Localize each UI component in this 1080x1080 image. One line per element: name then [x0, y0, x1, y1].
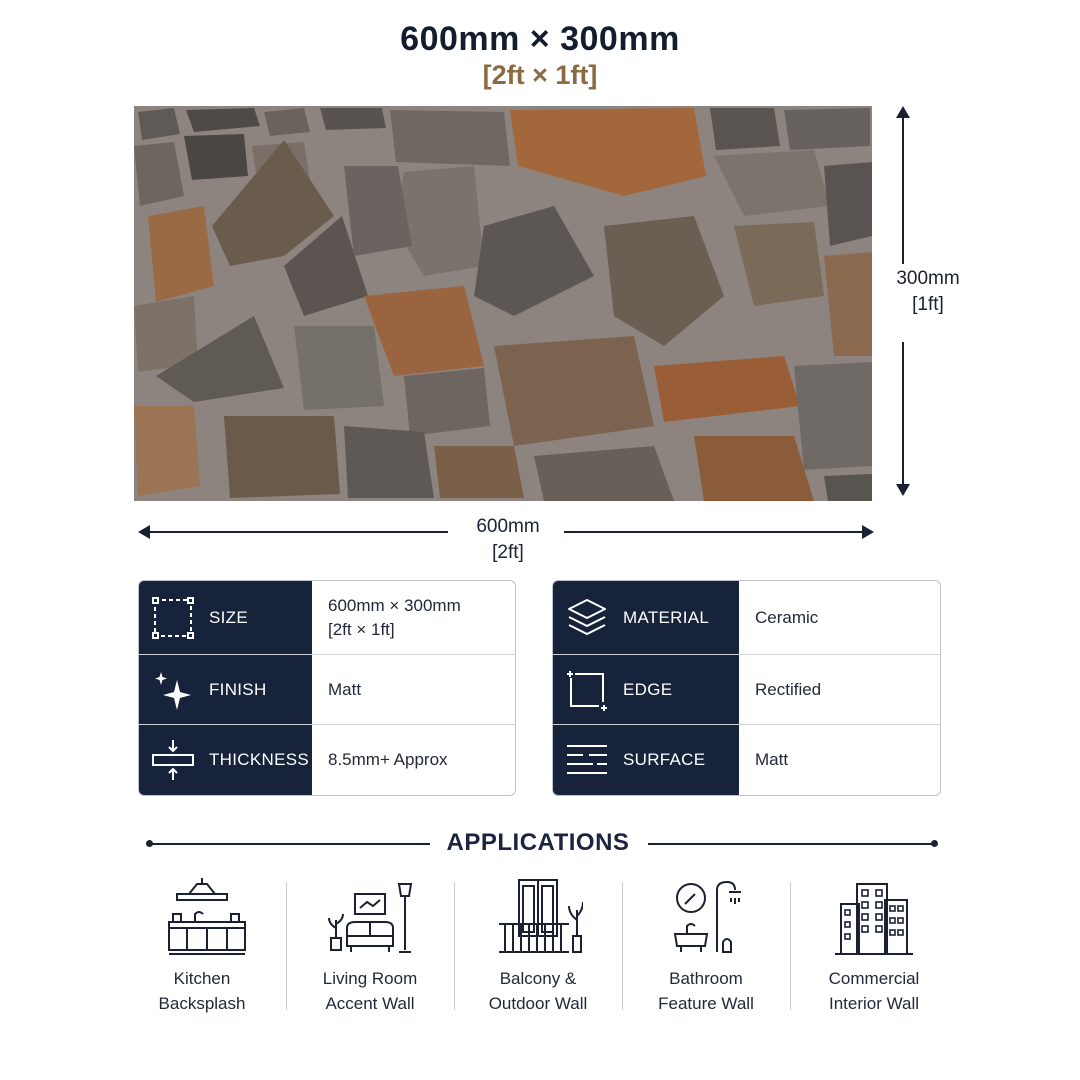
height-mm: 300mm	[896, 268, 960, 289]
kitchen-icon	[157, 876, 247, 960]
page-subtitle: [2ft × 1ft]	[482, 60, 598, 90]
spec-row-edge	[553, 655, 940, 725]
applications-list	[118, 876, 958, 1016]
spec-row-surface	[553, 725, 940, 795]
living-room-icon	[325, 876, 415, 960]
height-dimension-label	[868, 266, 988, 318]
spec-key-label: EDGE	[623, 679, 673, 699]
spec-key-label: THICKNESS	[209, 750, 309, 769]
application-label-line2: Backsplash	[158, 994, 246, 1013]
spec-key-cell	[139, 581, 312, 654]
application-label-line2: Feature Wall	[658, 994, 754, 1013]
spec-row-finish	[139, 655, 515, 725]
width-ft: [2ft]	[492, 542, 524, 563]
application-label-line1: Commercial	[828, 969, 920, 988]
bathroom-icon	[661, 876, 751, 960]
application-label-line1: Balcony &	[499, 969, 577, 988]
application-label	[159, 966, 246, 1016]
size-frame-icon	[151, 596, 195, 640]
spec-key-cell	[139, 655, 312, 724]
stone-tile-image	[134, 106, 872, 501]
application-item-living-room	[286, 876, 454, 1016]
divider-dot-right	[931, 840, 938, 847]
spec-table-right	[552, 580, 941, 796]
application-label	[323, 966, 418, 1016]
spec-value: Rectified	[755, 679, 822, 699]
applications-heading: APPLICATIONS	[446, 829, 630, 856]
page-title: 600mm × 300mm	[400, 20, 680, 58]
spec-row-thickness	[139, 725, 515, 795]
application-label	[489, 966, 588, 1016]
spec-value-secondary: [2ft × 1ft]	[328, 619, 395, 639]
arrow-right-icon	[862, 525, 874, 539]
arrow-down-icon	[896, 484, 910, 496]
width-dimension-label	[448, 514, 568, 566]
spec-key-label: SURFACE	[623, 750, 706, 769]
spec-row-material	[553, 581, 940, 655]
application-label-line1: Bathroom	[669, 969, 743, 988]
stone-tile-graphic	[134, 106, 872, 501]
spec-value-cell	[312, 581, 515, 654]
application-item-balcony	[454, 876, 622, 1016]
thickness-icon	[151, 738, 195, 782]
application-label	[658, 966, 754, 1016]
divider-line-right	[648, 843, 934, 845]
spec-value-cell	[312, 725, 515, 795]
layers-icon	[565, 596, 609, 640]
spec-key-label: MATERIAL	[623, 607, 710, 627]
spec-value-cell	[312, 655, 515, 724]
height-ft: [1ft]	[912, 294, 944, 315]
application-item-kitchen	[118, 876, 286, 1016]
application-label-line2: Outdoor Wall	[488, 994, 588, 1013]
application-item-bathroom	[622, 876, 790, 1016]
spec-value: Ceramic	[755, 607, 819, 627]
application-label	[829, 966, 920, 1016]
spec-value: Matt	[328, 679, 362, 699]
spec-table-left	[138, 580, 516, 796]
spec-value-cell	[739, 725, 940, 795]
spec-value-cell	[739, 655, 940, 724]
application-label-line2: Interior Wall	[828, 994, 920, 1013]
spec-value: 8.5mm+ Approx	[328, 750, 448, 769]
spec-key-cell	[553, 581, 739, 654]
balcony-icon	[493, 876, 583, 960]
spec-row-size	[139, 581, 515, 655]
spec-value: Matt	[755, 750, 789, 769]
edge-icon	[565, 668, 609, 712]
spec-value: 600mm × 300mm	[328, 595, 461, 615]
spec-key-cell	[553, 655, 739, 724]
sparkle-icon	[151, 668, 195, 712]
surface-lines-icon	[565, 738, 609, 782]
width-mm: 600mm	[476, 516, 540, 537]
spec-key-cell	[139, 725, 312, 795]
spec-key-cell	[553, 725, 739, 795]
application-label-line2: Accent Wall	[325, 994, 415, 1013]
application-label-line1: Living Room	[322, 969, 418, 988]
spec-value-cell	[739, 581, 940, 654]
spec-key-label: FINISH	[209, 679, 267, 699]
commercial-building-icon	[829, 876, 919, 960]
application-label-line1: Kitchen	[173, 969, 231, 988]
application-item-commercial	[790, 876, 958, 1016]
spec-key-label: SIZE	[209, 607, 248, 627]
